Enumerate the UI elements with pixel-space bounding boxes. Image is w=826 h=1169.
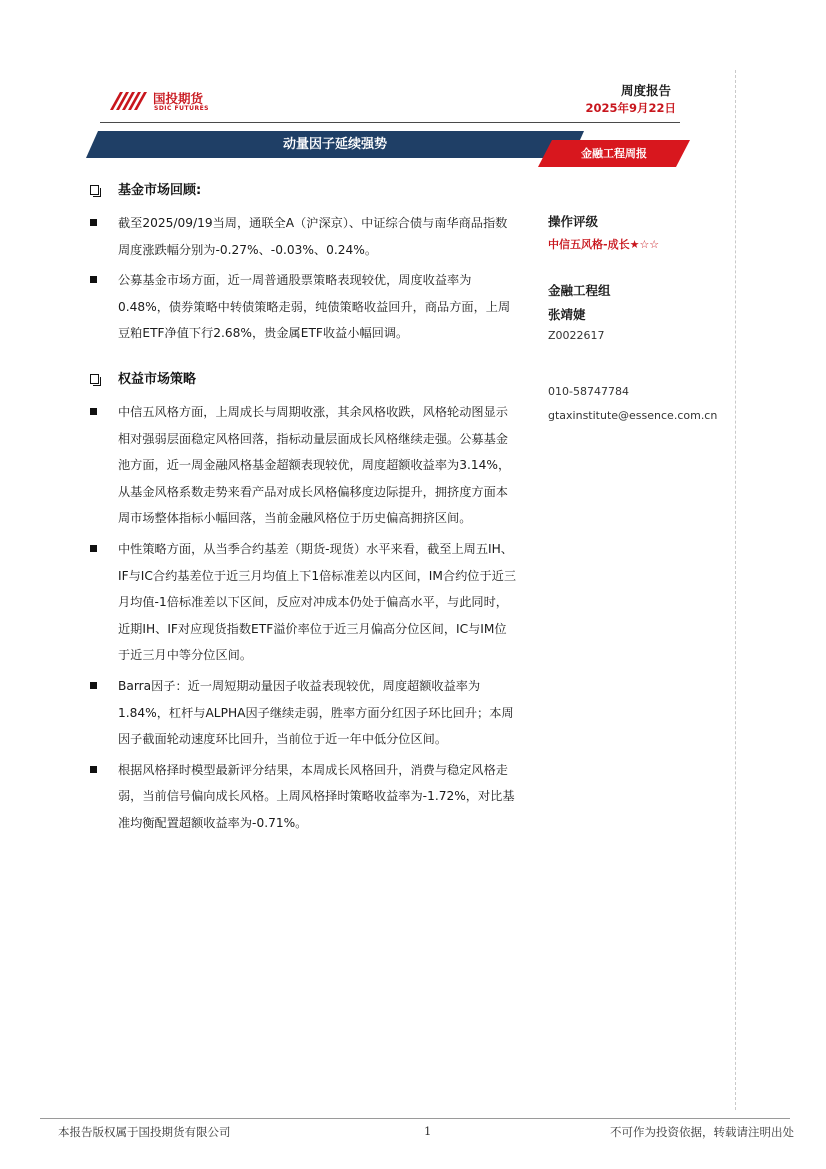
square-bullet-icon bbox=[90, 682, 97, 689]
square-bullet-icon bbox=[90, 545, 97, 552]
bullet-item: 中信五风格方面，上周成长与周期收涨，其余风格收跌，风格轮动图显示相对强弱层面稳定风格回落，指标动量层面成长风格继续走强。公募基金池方面，近一周金融风格基金超额表现较优，周度超额收益率为3.14%，从基金风格系数走势来看产品对成长风格偏移度边际提升，拥挤度方面本周市场整体指标小幅回落，当前金融风格位于历史偏高拥挤区间。 bbox=[88, 399, 518, 532]
bullet-item: 根据风格择时模型最新评分结果，本周成长风格回升，消费与稳定风格走弱，当前信号偏向成长风格。上周风格择时策略收益率为-1.72%，对比基准均衡配置超额收益率为-0.71%。 bbox=[88, 757, 518, 837]
report-type: 周度报告 bbox=[620, 83, 671, 98]
checkbox-bullet-icon bbox=[90, 374, 99, 384]
square-bullet-icon bbox=[90, 408, 97, 415]
bullet-item: 中性策略方面，从当季合约基差（期货-现货）水平来看，截至上周五IH、IF与IC合约基差位于近三月均值上下1倍标准差以内区间，IM合约位于近三月均值-1倍标准差以下区间，反应对冲成本仍处于偏高水平，与此同时，近期IH、IF对应现货指数ETF溢价率位于近三月偏高分位区间，IC与IM位于近三月中等分位区间。 bbox=[88, 536, 518, 669]
contact-phone: 010-58747784 bbox=[548, 385, 629, 398]
sidebar-divider bbox=[735, 70, 736, 1110]
footer-copyright: 本报告版权属于国投期货有限公司 bbox=[58, 1125, 231, 1139]
square-bullet-icon bbox=[90, 219, 97, 226]
analyst-license: Z0022617 bbox=[548, 329, 605, 342]
report-date: 2025年9月22日 bbox=[585, 101, 676, 115]
footer-disclaimer: 不可作为投资依据，转载请注明出处 bbox=[610, 1125, 794, 1139]
section-heading: 权益市场策略 bbox=[88, 365, 518, 395]
square-bullet-icon bbox=[90, 276, 97, 283]
section-equity-strategy bbox=[88, 365, 518, 837]
footer-divider bbox=[40, 1118, 790, 1119]
bullet-item: Barra因子：近一周短期动量因子收益表现较优，周度超额收益率为1.84%，杠杆与ALPHA因子继续走弱，胜率方面分红因子环比回升；本周因子截面轮动速度环比回升，当前位于近一年中低分位区间。 bbox=[88, 673, 518, 753]
team-name: 金融工程组 bbox=[548, 283, 611, 298]
logo-name-en: SDIC FUTURES bbox=[154, 105, 210, 112]
company-logo bbox=[108, 86, 220, 116]
rating-value: 中信五风格-成长★☆☆ bbox=[548, 238, 660, 251]
report-title: 动量因子延续强势 bbox=[282, 137, 387, 152]
square-bullet-icon bbox=[90, 766, 97, 773]
section-fund-market bbox=[88, 176, 518, 347]
report-category-label: 金融工程周报 bbox=[581, 147, 647, 160]
section-heading: 基金市场回顾: bbox=[88, 176, 518, 206]
contact-email[interactable]: gtaxinstitute@essence.com.cn bbox=[548, 409, 718, 422]
rating-stars-icon: ★☆☆ bbox=[629, 238, 660, 251]
main-content bbox=[88, 176, 518, 836]
header-divider bbox=[100, 122, 680, 123]
rating-heading: 操作评级 bbox=[548, 214, 599, 229]
bullet-item: 截至2025/09/19当周，通联全A（沪深京）、中证综合债与南华商品指数周度涨跌幅分别为-0.27%、-0.03%、0.24%。 bbox=[88, 210, 518, 263]
bullet-item: 公募基金市场方面，近一周普通股票策略表现较优，周度收益率为0.48%，债券策略中转债策略走弱，纯债策略收益回升，商品方面，上周豆粕ETF净值下行2.68%，贵金属ETF收益小幅回调。 bbox=[88, 267, 518, 347]
checkbox-bullet-icon bbox=[90, 185, 99, 195]
logo-stripes-icon bbox=[108, 88, 150, 110]
page-number: 1 bbox=[424, 1124, 432, 1138]
analyst-name: 张靖婕 bbox=[548, 307, 586, 322]
logo-name-cn: 国投期货 bbox=[153, 91, 204, 106]
